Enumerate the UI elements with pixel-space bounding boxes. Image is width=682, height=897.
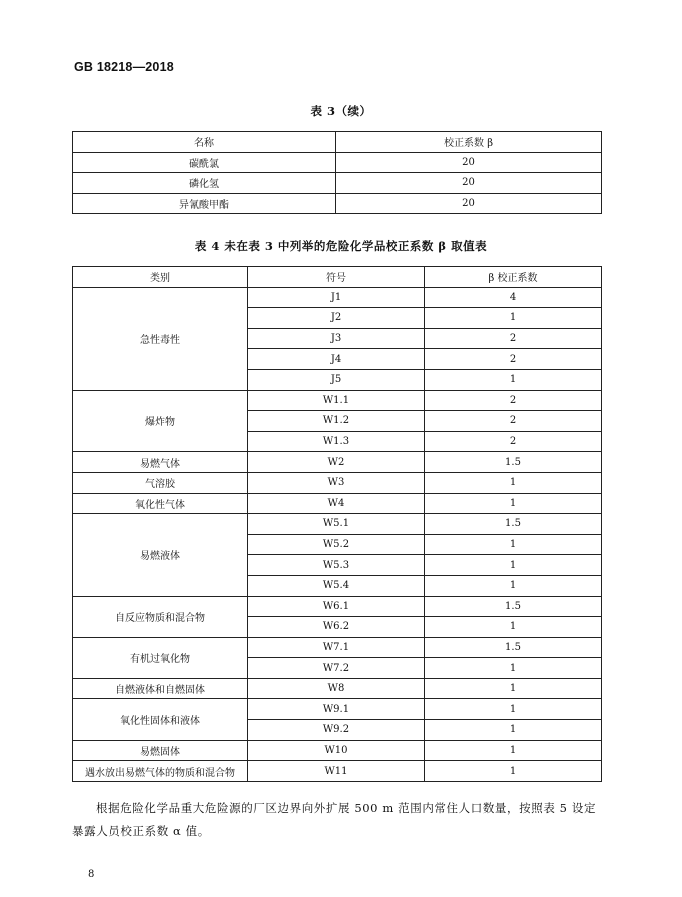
table-row <box>73 637 602 658</box>
table4-cell-coefficient: 1 <box>425 534 602 555</box>
table4-cell-coefficient: 1 <box>425 493 602 514</box>
table4-cell-coefficient: 1 <box>425 555 602 576</box>
table4-cell-symbol: W2 <box>248 452 425 473</box>
table4-cell-symbol: J5 <box>248 369 425 390</box>
table4-cell-symbol: W9.1 <box>248 699 425 720</box>
table-row <box>73 287 602 308</box>
table4-cell-coefficient: 2 <box>425 349 602 370</box>
table4-cell-symbol: W1.2 <box>248 411 425 432</box>
table-row <box>73 193 602 214</box>
table4-cell-coefficient: 1 <box>425 761 602 782</box>
table4-cell-coefficient: 4 <box>425 287 602 308</box>
table4-cell-symbol: W7.1 <box>248 637 425 658</box>
table4-cell-symbol: W5.2 <box>248 534 425 555</box>
table4-cell-symbol: W5.1 <box>248 514 425 535</box>
table4-header-symbol: 符号 <box>248 267 425 288</box>
table4-cell-coefficient: 1.5 <box>425 596 602 617</box>
table4 <box>72 266 602 782</box>
table4-cell-coefficient: 1.5 <box>425 637 602 658</box>
table4-cell-coefficient: 1 <box>425 575 602 596</box>
table4-cell-coefficient: 1 <box>425 740 602 761</box>
table-row <box>73 452 602 473</box>
table4-cell-symbol: J3 <box>248 328 425 349</box>
table4-cell-symbol: W7.2 <box>248 658 425 679</box>
table4-header-coefficient: β 校正系数 <box>425 267 602 288</box>
table4-cell-symbol: W3 <box>248 472 425 493</box>
table-row <box>73 493 602 514</box>
table4-cell-category: 易燃气体 <box>73 452 248 473</box>
table4-cell-symbol: W5.4 <box>248 575 425 596</box>
table3-header-name: 名称 <box>73 132 336 153</box>
table4-cell-coefficient: 1 <box>425 720 602 741</box>
table-row <box>73 740 602 761</box>
table4-cell-symbol: W10 <box>248 740 425 761</box>
table-row <box>73 514 602 535</box>
table4-cell-symbol: W6.2 <box>248 617 425 638</box>
table3-cell-name: 碳酰氯 <box>73 152 336 173</box>
table3-caption: 表 3（续） <box>310 104 372 118</box>
table-row <box>73 761 602 782</box>
table3-cell-coefficient: 20 <box>336 193 602 214</box>
table4-cell-coefficient: 2 <box>425 328 602 349</box>
standard-number: GB 18218—2018 <box>74 60 174 74</box>
table3-cell-coefficient: 20 <box>336 152 602 173</box>
table4-cell-symbol: W8 <box>248 678 425 699</box>
table4-cell-category: 自反应物质和混合物 <box>73 596 248 637</box>
table4-cell-category: 易燃固体 <box>73 740 248 761</box>
table4-cell-category: 自燃液体和自燃固体 <box>73 678 248 699</box>
table4-cell-coefficient: 1 <box>425 472 602 493</box>
table4-cell-coefficient: 2 <box>425 390 602 411</box>
table4-cell-category: 爆炸物 <box>73 390 248 452</box>
table4-cell-coefficient: 1 <box>425 308 602 329</box>
table4-cell-symbol: W11 <box>248 761 425 782</box>
table3 <box>72 131 602 214</box>
body-paragraph: 根据危险化学品重大危险源的厂区边界向外扩展 500 m 范围内常住人口数量，按照表 5 设定暴露人员校正系数 α 值。 <box>72 801 597 838</box>
table-row <box>73 678 602 699</box>
table4-cell-category: 气溶胶 <box>73 472 248 493</box>
table4-header-row <box>73 267 602 288</box>
table-row <box>73 699 602 720</box>
table-row <box>73 390 602 411</box>
table4-header-category: 类别 <box>73 267 248 288</box>
table4-cell-symbol: J1 <box>248 287 425 308</box>
table4-cell-symbol: W4 <box>248 493 425 514</box>
table4-cell-coefficient: 1.5 <box>425 452 602 473</box>
table-row <box>73 596 602 617</box>
table4-cell-coefficient: 1 <box>425 369 602 390</box>
table4-cell-category: 急性毒性 <box>73 287 248 390</box>
table3-cell-name: 磷化氢 <box>73 173 336 194</box>
table4-cell-category: 氧化性气体 <box>73 493 248 514</box>
table4-cell-coefficient: 1 <box>425 658 602 679</box>
table4-cell-symbol: W1.1 <box>248 390 425 411</box>
table3-header-row <box>73 132 602 153</box>
table4-cell-category: 氧化性固体和液体 <box>73 699 248 740</box>
table4-cell-symbol: W5.3 <box>248 555 425 576</box>
page-number: 8 <box>88 869 95 880</box>
table4-cell-category: 易燃液体 <box>73 514 248 596</box>
table4-body <box>73 287 602 781</box>
table4-cell-coefficient: 1 <box>425 699 602 720</box>
table-row <box>73 173 602 194</box>
table4-cell-category: 有机过氧化物 <box>73 637 248 678</box>
table4-cell-coefficient: 2 <box>425 431 602 452</box>
table4-cell-symbol: W6.1 <box>248 596 425 617</box>
table4-cell-symbol: W9.2 <box>248 720 425 741</box>
table-row <box>73 152 602 173</box>
table4-cell-symbol: J2 <box>248 308 425 329</box>
table4-cell-symbol: W1.3 <box>248 431 425 452</box>
table4-cell-coefficient: 2 <box>425 411 602 432</box>
table4-cell-coefficient: 1 <box>425 617 602 638</box>
table-row <box>73 472 602 493</box>
table4-cell-coefficient: 1.5 <box>425 514 602 535</box>
table3-cell-coefficient: 20 <box>336 173 602 194</box>
table4-cell-coefficient: 1 <box>425 678 602 699</box>
table4-cell-symbol: J4 <box>248 349 425 370</box>
table3-header-coefficient: 校正系数 β <box>336 132 602 153</box>
table3-cell-name: 异氰酸甲酯 <box>73 193 336 214</box>
table4-caption: 表 4 未在表 3 中列举的危险化学品校正系数 β 取值表 <box>194 239 488 253</box>
table4-cell-category: 遇水放出易燃气体的物质和混合物 <box>73 761 248 782</box>
